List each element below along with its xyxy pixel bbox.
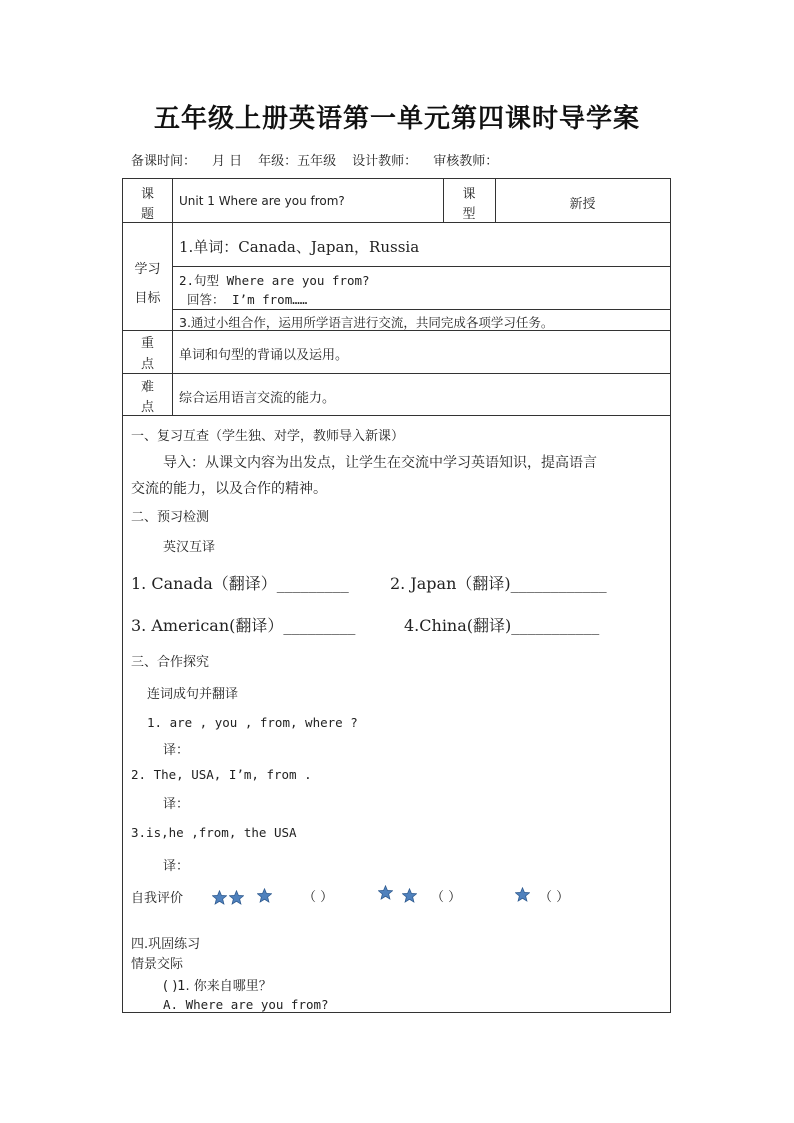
difficulty-value: 综合运用语言交流的能力。	[179, 391, 336, 406]
topic-label-1: 课	[140, 187, 154, 202]
goal-1: 1.单词：Canada、Japan，Russia	[179, 238, 420, 256]
question-3: 3.is,he ,from, the USA	[131, 825, 297, 840]
star-icon	[515, 887, 530, 902]
goals-label-2: 目标	[134, 291, 161, 306]
section-3-sub: 连词成句并翻译	[147, 687, 239, 702]
lesson-table	[122, 178, 671, 1013]
section-2-heading: 二、预习检测	[131, 510, 210, 525]
exercise-1: ( )1. 你来自哪里？	[163, 979, 272, 994]
star-icon	[212, 890, 227, 905]
question-2-translate: 译：	[163, 797, 190, 812]
translation-1: 1. Canada（翻译）_________	[131, 574, 349, 593]
difficulty-label-2: 点	[140, 400, 154, 415]
rating-paren-2: （ ）	[431, 890, 462, 905]
section-2-sub: 英汉互译	[163, 540, 216, 555]
type-label-2: 型	[462, 207, 476, 222]
difficulty-label-1: 难	[140, 380, 154, 395]
section-1-intro-1: 导入：从课文内容为出发点，让学生在交流中学习英语知识，提高语言	[163, 455, 597, 471]
star-icon	[257, 888, 272, 903]
goal-3: 3.通过小组合作，运用所学语言进行交流，共同完成各项学习任务。	[179, 315, 554, 330]
designer-label: 设计教师：	[352, 154, 418, 169]
rule-topic-bottom	[123, 222, 670, 223]
rating-paren-1: （ ）	[303, 890, 334, 905]
page-title: 五年级上册英语第一单元第四课时导学案	[153, 104, 640, 134]
translation-2: 2. Japan（翻译)____________	[390, 574, 607, 593]
rule-goal-2	[172, 309, 670, 310]
type-value: 新授	[569, 197, 596, 212]
section-4-heading: 四.巩固练习	[131, 937, 201, 952]
rule-difficulty-bottom	[123, 415, 670, 416]
rule-label-column	[172, 179, 173, 415]
focus-label-1: 重	[140, 336, 154, 351]
focus-value: 单词和句型的背诵以及运用。	[179, 348, 349, 363]
section-1-heading: 一、复习互查（学生独、对学，教师导入新课）	[131, 429, 405, 444]
topic-label-2: 题	[140, 207, 154, 222]
month-day: 月 日	[212, 154, 243, 169]
question-1: 1. are , you , from, where ?	[147, 715, 358, 730]
self-eval-label: 自我评价	[131, 891, 184, 906]
type-label-1: 课	[462, 187, 476, 202]
grade-label: 年级：五年级	[258, 154, 337, 169]
meta-line	[131, 150, 514, 169]
question-1-translate: 译：	[163, 743, 190, 758]
translation-3: 3. American(翻译）_________	[131, 616, 356, 635]
section-1-intro-2: 交流的能力，以及合作的精神。	[131, 481, 327, 497]
rule-focus-bottom	[123, 373, 670, 374]
goal-2b: 回答： I’m from……	[187, 292, 308, 307]
reviewer-label: 审核教师：	[433, 154, 499, 169]
exercise-1-option-a: A. Where are you from?	[163, 997, 329, 1012]
question-2: 2. The, USA, I’m, from .	[131, 767, 312, 782]
topic-value: Unit 1 Where are you from?	[179, 194, 345, 208]
section-3-heading: 三、合作探究	[131, 655, 210, 670]
rating-paren-3: （ ）	[539, 890, 570, 905]
question-3-translate: 译：	[163, 859, 190, 874]
goal-2a: 2.句型 Where are you from?	[179, 273, 370, 288]
focus-label-2: 点	[140, 357, 154, 372]
rule-goal-1	[172, 266, 670, 267]
goals-label-1: 学习	[134, 262, 161, 277]
prep-time-label: 备课时间：	[131, 154, 197, 169]
section-4-sub: 情景交际	[131, 957, 184, 972]
star-icon	[229, 890, 244, 905]
star-icon	[378, 885, 393, 900]
star-icon	[402, 888, 417, 903]
translation-4: 4.China(翻译)___________	[404, 616, 600, 635]
